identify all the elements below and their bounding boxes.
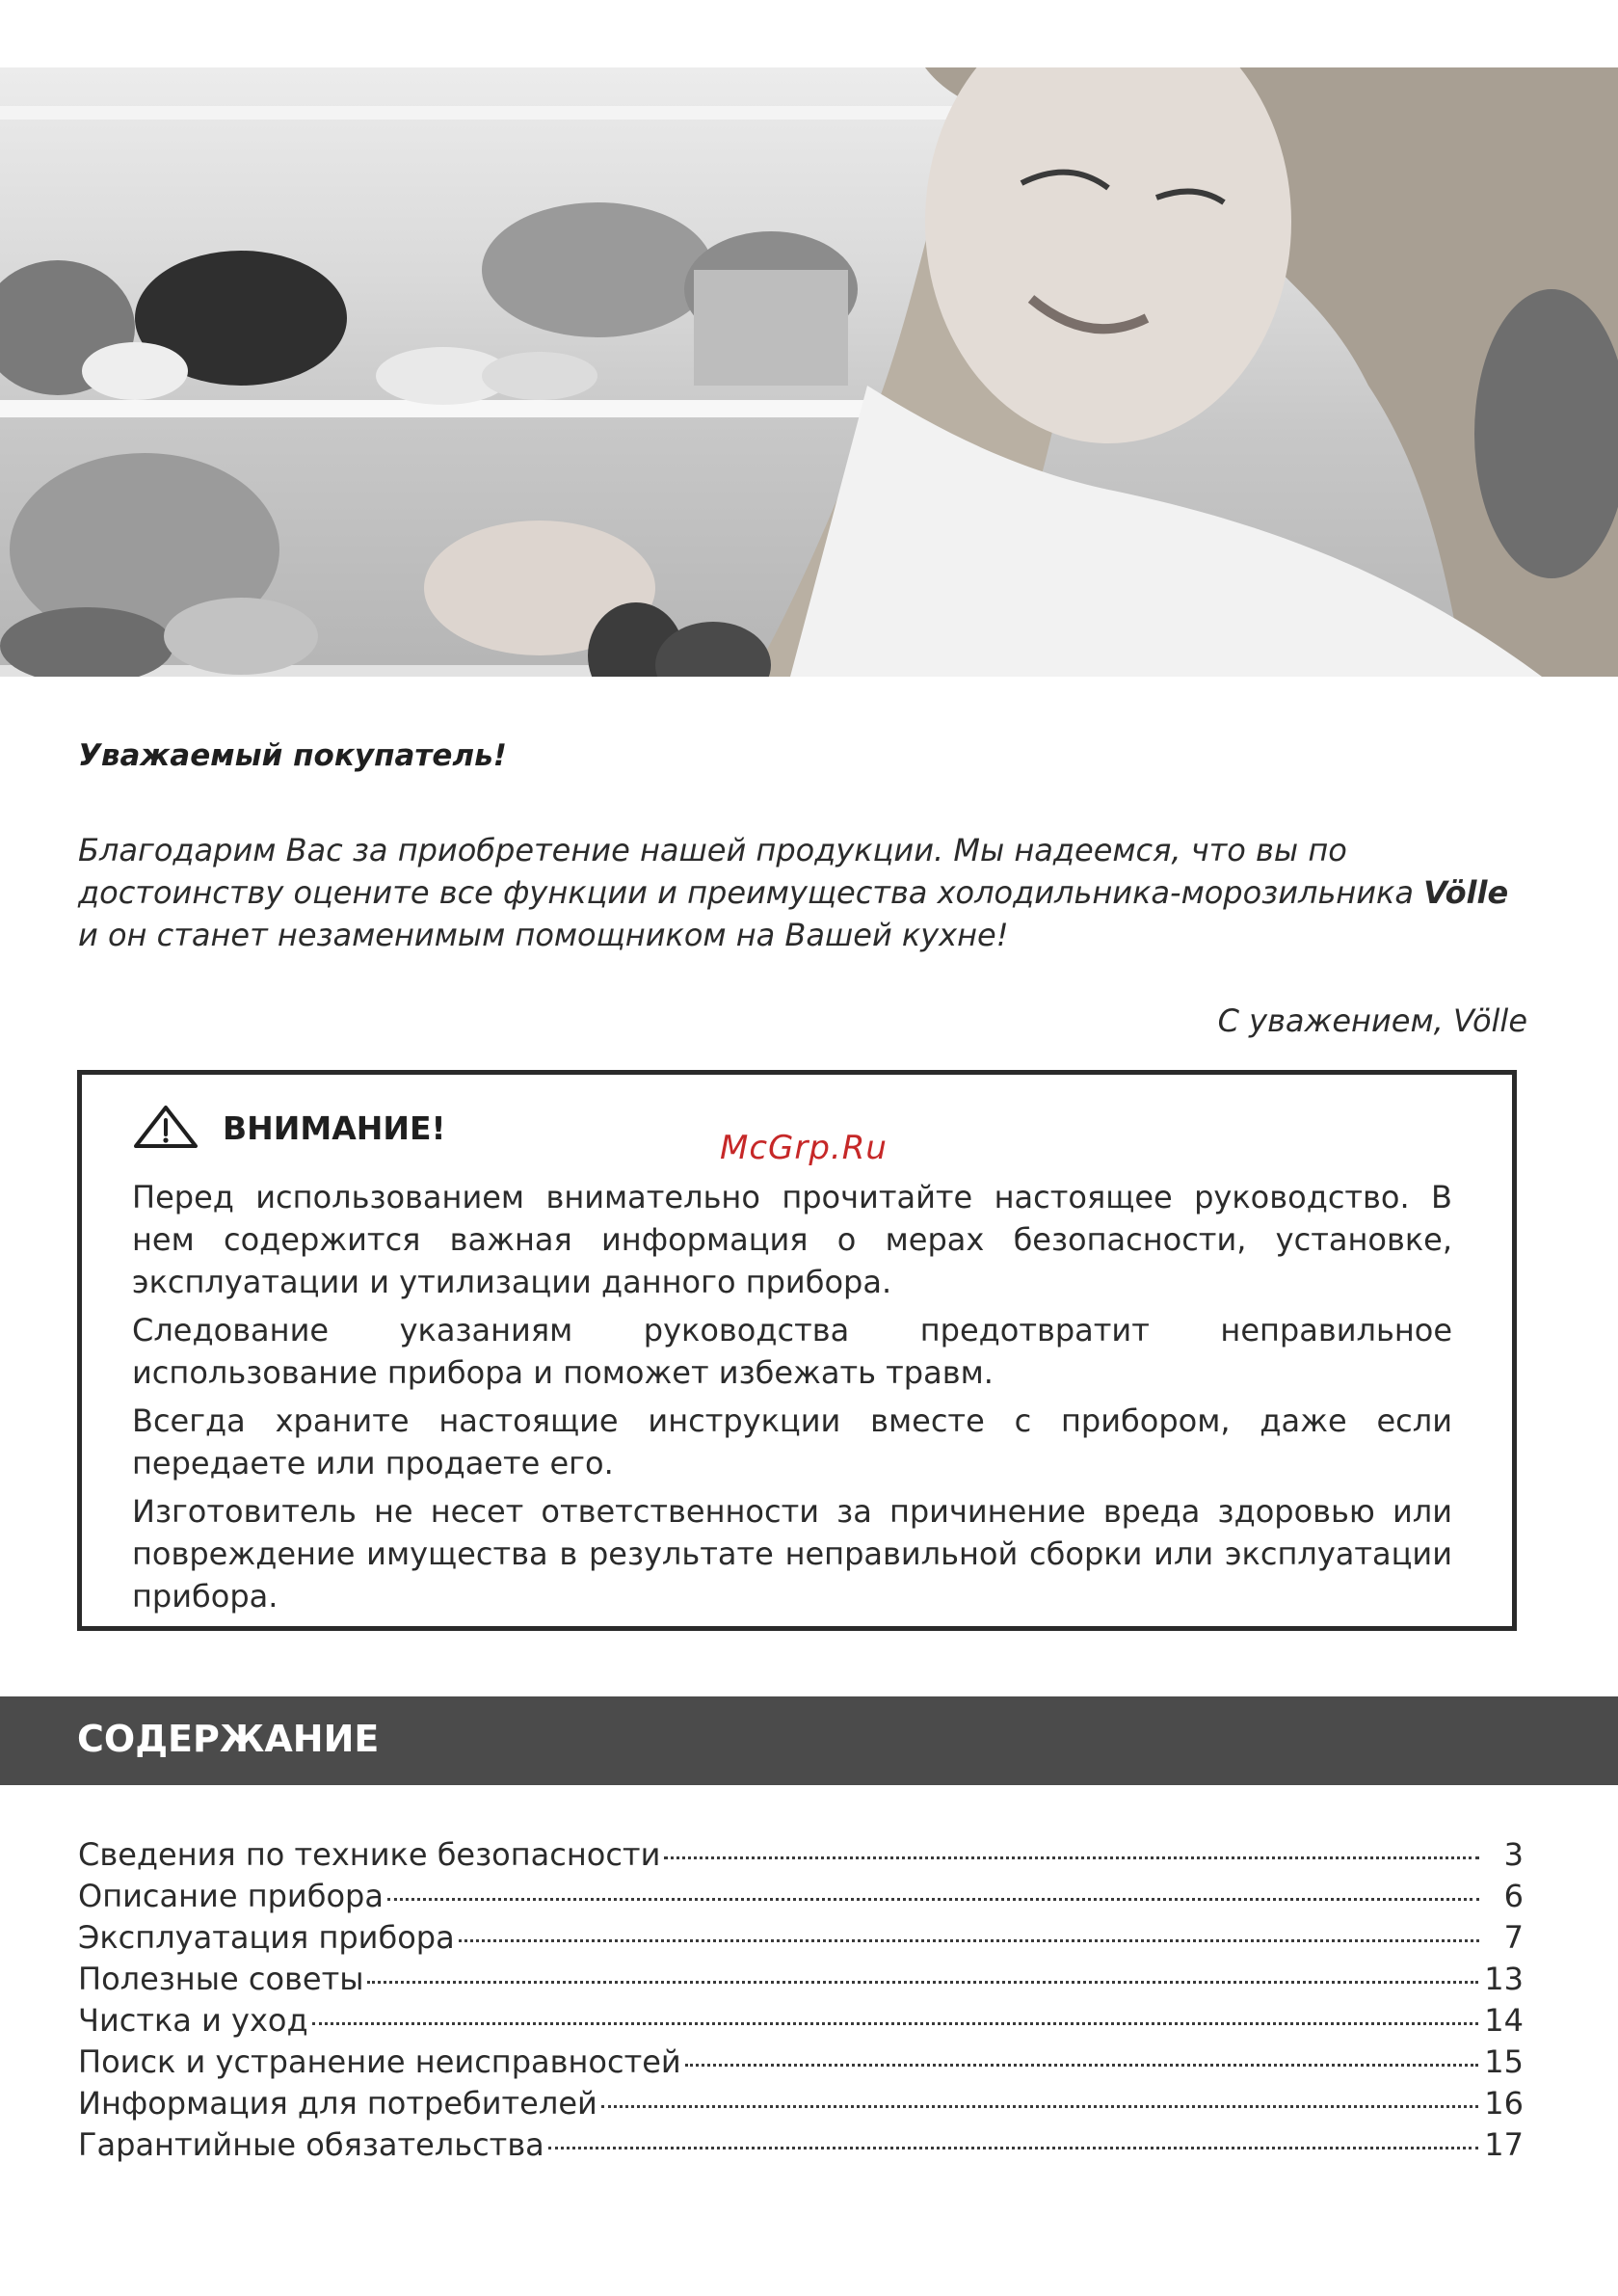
warning-body [132, 1176, 1452, 1623]
toc-entry-label: Сведения по технике безопасности [78, 1836, 661, 1873]
toc-entry-label: Эксплуатация прибора [78, 1919, 455, 1956]
toc-entry-page: 7 [1503, 1919, 1524, 1956]
toc-entry-label: Поиск и устранение неисправностей [78, 2043, 681, 2080]
toc-entry[interactable] [78, 1919, 1524, 1961]
toc-entry[interactable] [78, 1961, 1524, 2002]
toc-header-bar [0, 1696, 1618, 1785]
toc-entry[interactable] [78, 2126, 1524, 2168]
toc-entry-page: 15 [1484, 2043, 1524, 2080]
toc-entry-page: 3 [1503, 1836, 1524, 1873]
warning-paragraph: Всегда храните настоящие инструкции вместе с прибором, даже если передаете или продаете его. [132, 1402, 1452, 1482]
warning-title: ВНИМАНИЕ! [223, 1109, 446, 1147]
hero-photo [0, 67, 1618, 677]
toc-entry[interactable] [78, 2002, 1524, 2043]
warning-paragraph: Перед использованием внимательно прочитайте настоящее руководство. В нем содержится важная информация о мерах безопасности, установке, эксплуатации и утилизации данного прибора. [132, 1179, 1452, 1300]
toc-leader-dots [387, 1898, 1479, 1901]
toc-leader-dots [548, 2147, 1479, 2149]
toc-leader-dots [664, 1856, 1479, 1859]
signoff: С уважением, Völle [1217, 1002, 1527, 1039]
greeting: Уважаемый покупатель! [78, 738, 507, 773]
toc-entry-page: 16 [1484, 2085, 1524, 2122]
toc-title: СОДЕРЖАНИЕ [77, 1718, 380, 1760]
toc-entry-label: Информация для потребителей [78, 2085, 597, 2122]
toc-entry-page: 14 [1484, 2002, 1524, 2039]
warning-paragraph: Изготовитель не несет ответственности за причинение вреда здоровью или повреждение имущества в результате неправильной сборки или эксплуатации прибора. [132, 1493, 1452, 1615]
intro-text-after: и он станет незаменимым помощником на Вашей кухне! [78, 917, 1009, 953]
toc-leader-dots [459, 1939, 1479, 1942]
toc-entry[interactable] [78, 1836, 1524, 1878]
toc-entry[interactable] [78, 2085, 1524, 2126]
brand-name: Völle [1423, 874, 1509, 911]
toc-entry[interactable] [78, 2043, 1524, 2085]
hero-illustration [0, 67, 1618, 677]
toc-entry-label: Описание прибора [78, 1878, 384, 1914]
toc-leader-dots [685, 2064, 1479, 2067]
warning-paragraph: Следование указаниям руководства предотвратит неправильное использование прибора и поможет избежать травм. [132, 1312, 1452, 1391]
toc-leader-dots [312, 2022, 1479, 2025]
watermark: McGrp.Ru [720, 1129, 888, 1167]
toc-entry-page: 13 [1484, 1961, 1524, 1997]
toc-entry-page: 6 [1503, 1878, 1524, 1914]
intro-paragraph [78, 829, 1524, 956]
toc-entry-label: Гарантийные обязательства [78, 2126, 544, 2163]
toc-leader-dots [601, 2105, 1478, 2108]
intro-text-before: Благодарим Вас за приобретение нашей продукции. Мы надеемся, что вы по достоинству оцените все функции и преимущества холодильника-морозильника [78, 832, 1424, 911]
toc-list [78, 1836, 1524, 2168]
toc-entry-label: Чистка и уход [78, 2002, 308, 2039]
warning-triangle-icon [132, 1104, 199, 1154]
toc-entry-page: 17 [1484, 2126, 1524, 2163]
toc-entry-label: Полезные советы [78, 1961, 364, 1997]
warning-box [77, 1070, 1517, 1631]
toc-entry[interactable] [78, 1878, 1524, 1919]
toc-leader-dots [367, 1981, 1478, 1984]
